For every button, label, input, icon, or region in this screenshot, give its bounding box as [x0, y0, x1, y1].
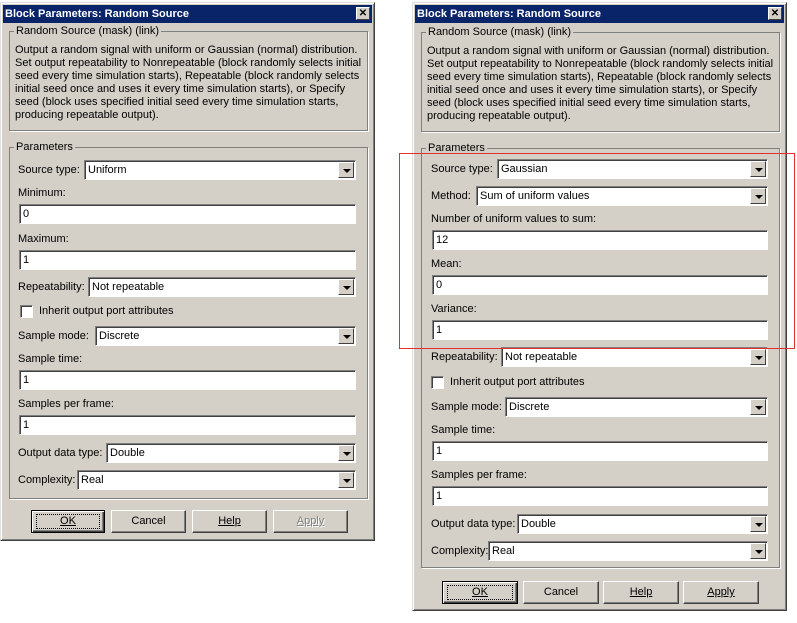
right-sample-mode-select[interactable]: Discrete: [505, 397, 768, 417]
left-sample-mode-select[interactable]: Discrete: [95, 326, 356, 346]
left-mask-legend: Random Source (mask) (link): [16, 25, 160, 37]
chevron-down-icon[interactable]: [750, 349, 766, 365]
right-num-uniform-input[interactable]: 12: [432, 230, 768, 250]
right-sample-time-label: Sample time:: [431, 424, 496, 436]
left-sample-mode-label: Sample mode:: [18, 330, 89, 342]
left-dialog: [0, 2, 375, 541]
left-titlebar[interactable]: [3, 5, 372, 23]
chevron-down-icon[interactable]: [750, 516, 766, 532]
left-repeatability-select[interactable]: Not repeatable: [88, 277, 356, 297]
left-samples-per-frame-label: Samples per frame:: [18, 398, 114, 410]
right-mask-legend: Random Source (mask) (link): [428, 26, 572, 38]
right-inherit-label: Inherit output port attributes: [450, 376, 585, 388]
right-variance-label: Variance:: [431, 303, 477, 315]
left-maximum-input[interactable]: 1: [19, 250, 356, 270]
right-output-type-label: Output data type:: [431, 518, 516, 530]
right-repeatability-select[interactable]: Not repeatable: [501, 347, 768, 367]
right-repeatability-label: Repeatability:: [431, 351, 498, 363]
right-sample-time-input[interactable]: 1: [432, 441, 768, 461]
right-ok-button[interactable]: OK: [442, 581, 518, 604]
right-num-uniform-label: Number of uniform values to sum:: [431, 213, 597, 225]
left-sample-time-input[interactable]: 1: [19, 370, 356, 390]
right-source-type-select[interactable]: Gaussian: [497, 159, 768, 179]
left-complexity-label: Complexity:: [18, 474, 76, 486]
right-source-type-label: Source type:: [431, 163, 493, 175]
left-description: Output a random signal with uniform or Gaussian (normal) distribution. Set output repeatability to Nonrepeatable (block randomly selects initial seed every time simulation starts), Repeatable (block randomly selects initial seed once and uses it every time simulation starts), or Specify seed (block uses specified initial seed every time simulation starts, producing repeatable output).: [15, 44, 362, 121]
right-mean-input[interactable]: 0: [432, 275, 768, 295]
left-ok-button[interactable]: OK: [31, 510, 105, 533]
right-variance-input[interactable]: 1: [432, 320, 768, 340]
left-repeatability-label: Repeatability:: [18, 281, 85, 293]
right-description: Output a random signal with uniform or Gaussian (normal) distribution. Set output repeatability to Nonrepeatable (block randomly selects initial seed every time simulation starts), Repeatable (block randomly selects initial seed once and uses it every time simulation starts), or Specify seed (block uses specified initial seed every time simulation starts, producing repeatable output).: [427, 45, 774, 122]
left-params-legend: Parameters: [16, 141, 73, 153]
left-inherit-checkbox[interactable]: [20, 305, 33, 318]
left-source-type-select[interactable]: Uniform: [84, 160, 356, 180]
right-inherit-checkbox[interactable]: [431, 376, 444, 389]
chevron-down-icon[interactable]: [338, 279, 354, 295]
chevron-down-icon[interactable]: [338, 162, 354, 178]
right-samples-per-frame-input[interactable]: 1: [432, 486, 768, 506]
right-output-type-select[interactable]: Double: [517, 514, 768, 534]
left-help-button[interactable]: Help: [192, 510, 267, 533]
right-cancel-button[interactable]: Cancel: [523, 581, 599, 604]
left-output-type-label: Output data type:: [18, 447, 103, 459]
right-method-select[interactable]: Sum of uniform values: [476, 186, 768, 206]
left-minimum-label: Minimum:: [18, 187, 66, 199]
right-title: Block Parameters: Random Source: [417, 8, 602, 20]
chevron-down-icon[interactable]: [338, 445, 354, 461]
left-title: Block Parameters: Random Source: [5, 8, 190, 20]
chevron-down-icon[interactable]: [338, 328, 354, 344]
left-inherit-label: Inherit output port attributes: [39, 305, 174, 317]
left-minimum-input[interactable]: 0: [19, 204, 356, 224]
left-maximum-label: Maximum:: [18, 233, 69, 245]
right-help-button[interactable]: Help: [603, 581, 679, 604]
left-output-type-select[interactable]: Double: [106, 443, 356, 463]
left-samples-per-frame-input[interactable]: 1: [19, 415, 356, 435]
right-samples-per-frame-label: Samples per frame:: [431, 469, 527, 481]
left-complexity-select[interactable]: Real: [77, 470, 356, 490]
right-params-legend: Parameters: [428, 142, 485, 154]
highlight-box: [399, 153, 795, 349]
chevron-down-icon[interactable]: [338, 472, 354, 488]
close-icon[interactable]: ✕: [356, 7, 370, 20]
right-mean-label: Mean:: [431, 258, 462, 270]
right-complexity-select[interactable]: Real: [488, 541, 768, 561]
right-complexity-label: Complexity:: [431, 545, 489, 557]
right-method-label: Method:: [431, 190, 471, 202]
close-icon[interactable]: ✕: [768, 7, 782, 20]
right-sample-mode-label: Sample mode:: [431, 401, 502, 413]
left-sample-time-label: Sample time:: [18, 353, 83, 365]
chevron-down-icon[interactable]: [750, 399, 766, 415]
chevron-down-icon[interactable]: [750, 543, 766, 559]
right-apply-button[interactable]: Apply: [683, 581, 759, 604]
right-titlebar[interactable]: [415, 5, 784, 23]
left-cancel-button[interactable]: Cancel: [111, 510, 186, 533]
left-source-type-label: Source type:: [18, 164, 80, 176]
left-apply-button[interactable]: Apply: [273, 510, 348, 533]
